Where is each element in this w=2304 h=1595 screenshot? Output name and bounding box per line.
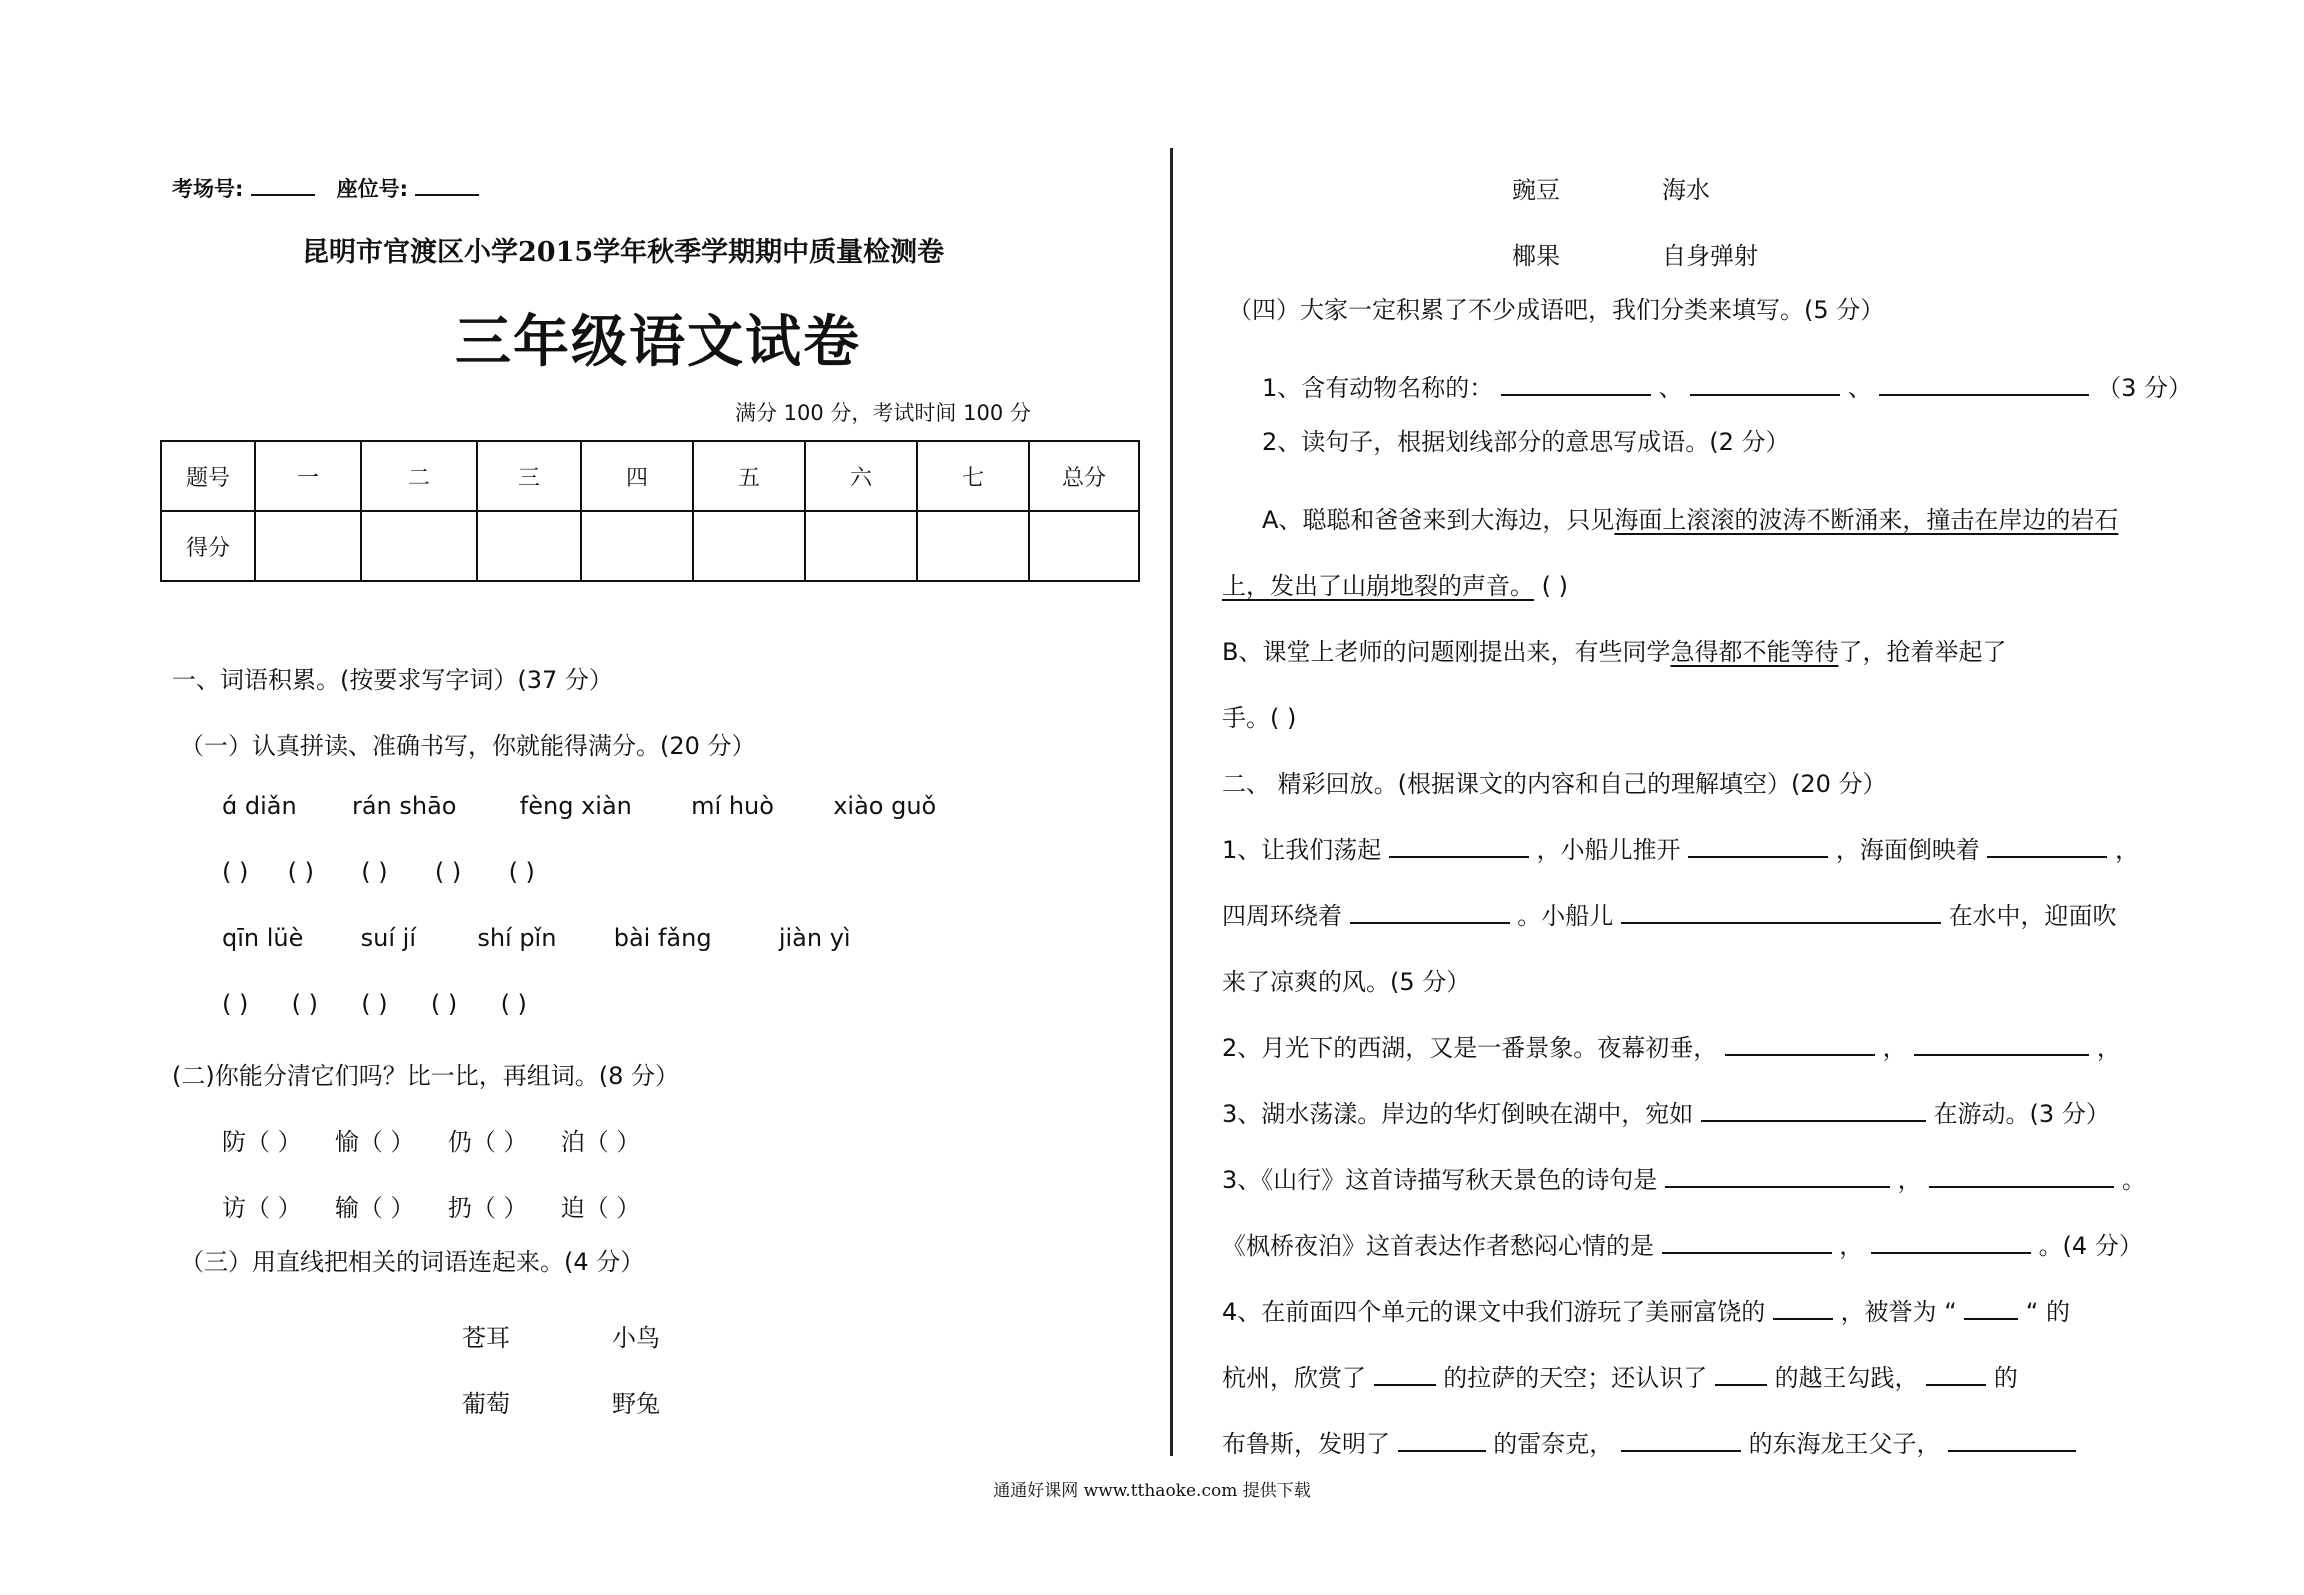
compare-row-1 (222, 1122, 640, 1157)
question-text: B、课堂上老师的问题刚提出来，有些同学 (1222, 638, 1671, 666)
score-input-cell[interactable] (917, 511, 1029, 581)
match-word-right[interactable]: 海水 (1662, 176, 1710, 204)
score-table (160, 440, 1140, 582)
answer-paren[interactable]: ( ) (500, 990, 527, 1018)
question-text: 3、湖水荡漾。岸边的华灯倒映在湖中，宛如 (1222, 1100, 1694, 1128)
underlined-text: 海面上滚滚的波涛不断涌来，撞击在岸边的岩石 (1614, 506, 2119, 534)
match-word-left[interactable]: 葡萄 (462, 1390, 510, 1418)
answer-blank[interactable] (1964, 1294, 2018, 1320)
fill-1-line-1 (1222, 830, 2139, 865)
question-text: 2、月光下的西湖，又是一番景象。夜幕初垂， (1222, 1034, 1718, 1062)
compare-item[interactable]: 愉（ ） (334, 1128, 415, 1156)
exam-room-seat-line (172, 170, 479, 203)
answer-blank[interactable] (1374, 1360, 1436, 1386)
score-table-cell: 得分 (161, 511, 255, 581)
answer-blank[interactable] (1929, 1162, 2114, 1188)
part-2-heading: (二)你能分清它们吗？比一比，再组词。(8 分） (172, 1062, 679, 1090)
answer-blank[interactable] (1715, 1360, 1767, 1386)
question-text: “ 的 (2025, 1298, 2070, 1326)
part-1-heading: （一）认真拼读、准确书写，你就能得满分。(20 分） (180, 732, 756, 760)
answer-blank[interactable] (1398, 1426, 1486, 1452)
answer-blank[interactable] (1690, 370, 1840, 396)
question-text: ，海面倒映着 (1835, 836, 1980, 864)
pinyin-item: ɑ́ diǎn (222, 792, 297, 820)
question-text: 的雷奈克， (1493, 1430, 1614, 1458)
question-text: ， (1897, 1166, 1922, 1194)
answer-paren[interactable]: ( ) (434, 858, 462, 886)
score-input-cell[interactable] (255, 511, 361, 581)
pinyin-row-2 (222, 924, 851, 952)
compare-item[interactable]: 防（ ） (222, 1128, 302, 1156)
answer-blank[interactable] (1987, 832, 2107, 858)
question-text: 在水中，迎面吹 (1948, 902, 2117, 930)
answer-blank[interactable] (1688, 832, 1828, 858)
question-text: 。 (2121, 1166, 2146, 1194)
answer-blank[interactable] (1501, 370, 1651, 396)
question-text: A、聪聪和爸爸来到大海边，只见 (1262, 506, 1615, 534)
pinyin-item: xiào guǒ (833, 792, 937, 820)
score-input-cell[interactable] (581, 511, 693, 581)
match-word-right[interactable]: 小鸟 (612, 1324, 660, 1352)
question-text: ， (1882, 1034, 1907, 1062)
answer-blank[interactable] (1350, 898, 1510, 924)
question-text: 《枫桥夜泊》这首表达作者愁闷心情的是 (1222, 1232, 1654, 1260)
answer-paren[interactable]: ( ) (1541, 572, 1568, 600)
score-table-header-row (161, 441, 1139, 511)
score-table-cell: 七 (917, 441, 1029, 511)
answer-blank[interactable] (1725, 1030, 1875, 1056)
question-a-line-1 (1262, 500, 2118, 535)
part-3-heading: （三）用直线把相关的词语连起来。(4 分） (180, 1248, 645, 1276)
underlined-text: 上，发出了山崩地裂的声音。 (1222, 572, 1534, 600)
match-word-left[interactable]: 豌豆 (1512, 176, 1560, 204)
fill-4-line-1 (1222, 1160, 2146, 1195)
fill-3-line (1222, 1094, 2110, 1129)
score-table-cell: 三 (477, 441, 581, 511)
compare-row-2 (222, 1188, 640, 1223)
pinyin-item: fèng xiàn (519, 792, 632, 820)
score-input-cell[interactable] (477, 511, 581, 581)
question-b-line-1 (1222, 632, 2006, 667)
answer-paren-row-1 (222, 858, 535, 886)
score-input-cell[interactable] (805, 511, 917, 581)
answer-paren[interactable]: ( ) (361, 858, 388, 886)
question-text: ， (2096, 1034, 2121, 1062)
question-text: 3、《山行》这首诗描写秋天景色的诗句是 (1222, 1166, 1658, 1194)
fill-1-line-2 (1222, 896, 2117, 931)
answer-blank[interactable] (1662, 1228, 1832, 1254)
question-text: 。小船儿 (1517, 902, 1614, 930)
score-input-cell[interactable] (1029, 511, 1139, 581)
separator: 、 (1658, 374, 1683, 402)
question-text: 的越王勾践， (1774, 1364, 1919, 1392)
answer-blank[interactable] (1914, 1030, 2089, 1056)
answer-blank[interactable] (1621, 1426, 1741, 1452)
answer-paren-row-2 (222, 990, 527, 1018)
seat-blank[interactable] (415, 170, 479, 196)
question-text: 1、让我们荡起 (1222, 836, 1382, 864)
match-word-left[interactable]: 椰果 (1512, 242, 1560, 270)
compare-item[interactable]: 扔（ ） (447, 1194, 528, 1222)
pinyin-item: bài fǎng (613, 924, 712, 952)
pinyin-item: qīn lüè (222, 924, 304, 952)
seat-label: 座位号: (336, 177, 409, 201)
answer-blank[interactable] (1389, 832, 1529, 858)
question-text: ， (1839, 1232, 1864, 1260)
pinyin-item: mí huò (691, 792, 774, 820)
answer-paren[interactable]: ( ) (508, 858, 535, 886)
fill-5-line-1 (1222, 1292, 2070, 1327)
fill-5-line-3 (1222, 1424, 2076, 1459)
compare-item[interactable]: 泊（ ） (560, 1128, 641, 1156)
fill-5-line-2 (1222, 1358, 2018, 1393)
score-note: （3 分） (2097, 374, 2193, 402)
answer-paren[interactable]: ( ) (287, 858, 314, 886)
question-text: 在游动。(3 分） (1933, 1100, 2110, 1128)
score-table-cell: 总分 (1029, 441, 1139, 511)
section-1-heading: 一、词语积累。(按要求写字词）(37 分） (172, 666, 613, 694)
compare-item[interactable]: 输（ ） (334, 1194, 415, 1222)
score-input-cell[interactable] (693, 511, 805, 581)
question-text: 的东海龙王父子， (1748, 1430, 1941, 1458)
answer-blank[interactable] (1621, 898, 1941, 924)
underlined-text: 急得都不能等待 (1670, 638, 1839, 666)
fill-4-line-2 (1222, 1226, 2143, 1261)
question-b-line-2[interactable]: 手。( ) (1222, 704, 1297, 732)
pinyin-item: suí jí (360, 924, 417, 952)
score-table-cell: 六 (805, 441, 917, 511)
column-divider (1170, 148, 1173, 1456)
question-text: 的拉萨的天空；还认识了 (1443, 1364, 1708, 1392)
answer-blank[interactable] (1948, 1426, 2076, 1452)
score-info: 满分 100 分，考试时间 100 分 (735, 401, 1031, 425)
compare-item[interactable]: 仍（ ） (447, 1128, 528, 1156)
question-text: 的 (1993, 1364, 2018, 1392)
answer-blank[interactable] (1926, 1360, 1986, 1386)
answer-blank[interactable] (1871, 1228, 2031, 1254)
answer-paren[interactable]: ( ) (291, 990, 318, 1018)
answer-paren[interactable]: ( ) (222, 990, 249, 1018)
answer-blank[interactable] (1701, 1096, 1926, 1122)
exam-room-blank[interactable] (251, 170, 315, 196)
pinyin-item: shí pǐn (477, 924, 557, 952)
score-table-score-row (161, 511, 1139, 581)
fill-1-line-3: 来了凉爽的风。(5 分） (1222, 968, 1471, 996)
question-text: ，被誉为 “ (1840, 1298, 1957, 1326)
score-input-cell[interactable] (361, 511, 477, 581)
score-table-cell: 题号 (161, 441, 255, 511)
match-word-right[interactable]: 自身弹射 (1662, 242, 1758, 270)
exam-subtitle: 昆明市官渡区小学2015学年秋季学期期中质量检测卷 (302, 237, 945, 268)
answer-paren[interactable]: ( ) (361, 990, 388, 1018)
question-text: 布鲁斯，发明了 (1222, 1430, 1390, 1458)
match-word-right[interactable]: 野兔 (612, 1390, 660, 1418)
answer-blank[interactable] (1879, 370, 2089, 396)
question-text: 1、含有动物名称的： (1262, 374, 1494, 402)
separator: 、 (1847, 374, 1872, 402)
question-text: 。(4 分） (2038, 1232, 2143, 1260)
score-table-cell: 一 (255, 441, 361, 511)
exam-title: 三年级语文试卷 (455, 310, 861, 375)
answer-paren[interactable]: ( ) (222, 858, 249, 886)
answer-blank[interactable] (1773, 1294, 1833, 1320)
pinyin-item: jiàn yì (778, 924, 851, 952)
answer-blank[interactable] (1665, 1162, 1890, 1188)
question-text: ， (2115, 836, 2140, 864)
pinyin-item: rán shāo (351, 792, 457, 820)
question-4-1 (1262, 368, 2192, 403)
section-2-heading: 二、 精彩回放。(根据课文的内容和自己的理解填空）(20 分） (1222, 770, 1887, 798)
question-4-2: 2、读句子，根据划线部分的意思写成语。(2 分） (1262, 428, 1790, 456)
question-text: 杭州，欣赏了 (1222, 1364, 1366, 1392)
question-text: 了，抢着举起了 (1838, 638, 2007, 666)
question-a-line-2 (1222, 566, 1568, 601)
match-word-left[interactable]: 苍耳 (462, 1324, 510, 1352)
fill-2-line (1222, 1028, 2121, 1063)
question-text: 四周环绕着 (1222, 902, 1342, 930)
part-4-heading: （四）大家一定积累了不少成语吧，我们分类来填写。(5 分） (1228, 296, 1885, 324)
exam-room-label: 考场号: (172, 177, 244, 201)
compare-item[interactable]: 访（ ） (222, 1194, 302, 1222)
score-table-cell: 五 (693, 441, 805, 511)
page-footer: 通通好课网 www.tthaoke.com 提供下载 (993, 1481, 1311, 1501)
question-text: 4、在前面四个单元的课文中我们游玩了美丽富饶的 (1222, 1298, 1766, 1326)
score-table-cell: 二 (361, 441, 477, 511)
pinyin-row-1 (222, 792, 936, 820)
question-text: ，小船儿推开 (1536, 836, 1681, 864)
answer-paren[interactable]: ( ) (430, 990, 458, 1018)
score-table-cell: 四 (581, 441, 693, 511)
compare-item[interactable]: 迫（ ） (560, 1194, 641, 1222)
